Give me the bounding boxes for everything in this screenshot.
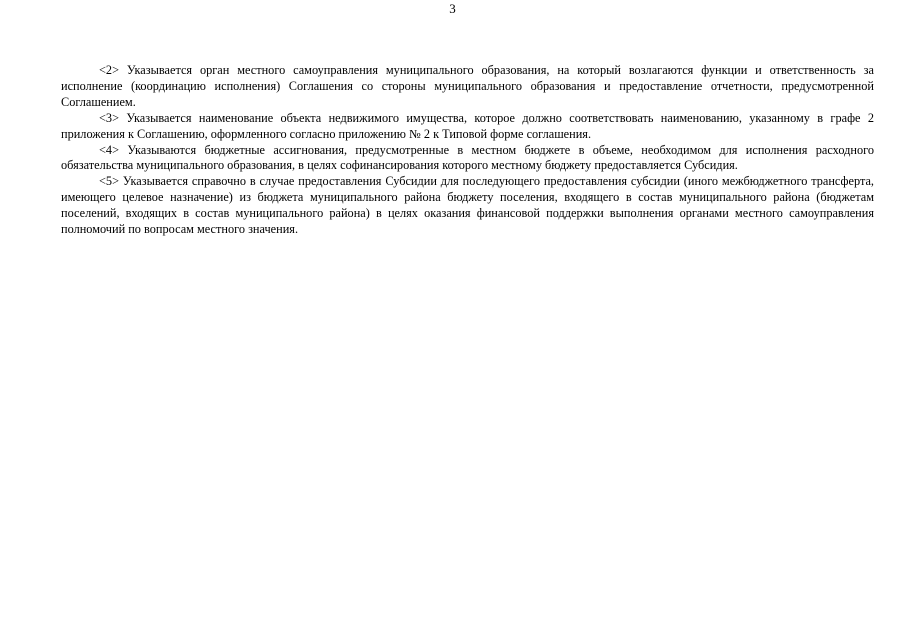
footnotes-block xyxy=(61,63,874,238)
footnote-4: <4> Указываются бюджетные ассигнования, предусмотренные в местном бюджете в объеме, необходимом для исполнения расходного обязательства муниципального образования, в целях софинансирования которого местному бюджету предоставляется Субсидия. xyxy=(61,142,874,173)
footnote-2: <2> Указывается орган местного самоуправления муниципального образования, на который возлагаются функции и ответственность за исполнение (координацию исполнения) Соглашения со стороны муниципального образования и предоставление отчетности, предусмотренной Соглашением. xyxy=(61,63,874,109)
page-number: 3 xyxy=(449,1,456,16)
footnote-3: <3> Указывается наименование объекта недвижимого имущества, которое должно соответствовать наименованию, указанному в графе 2 приложения к Соглашению, оформленного согласно приложению № 2 к Типовой форме соглашения. xyxy=(61,110,874,141)
footnote-5: <5> Указывается справочно в случае предоставления Субсидии для последующего предоставления субсидии (иного межбюджетного трансферта, имеющего целевое назначение) из бюджета муниципального района бюджету поселения, входящего в состав муниципального района (бюджетам поселений, входящих в состав муниципального района) в целях оказания финансовой поддержки выполнения органами местного самоуправления полномочий по вопросам местного значения. xyxy=(61,174,874,237)
